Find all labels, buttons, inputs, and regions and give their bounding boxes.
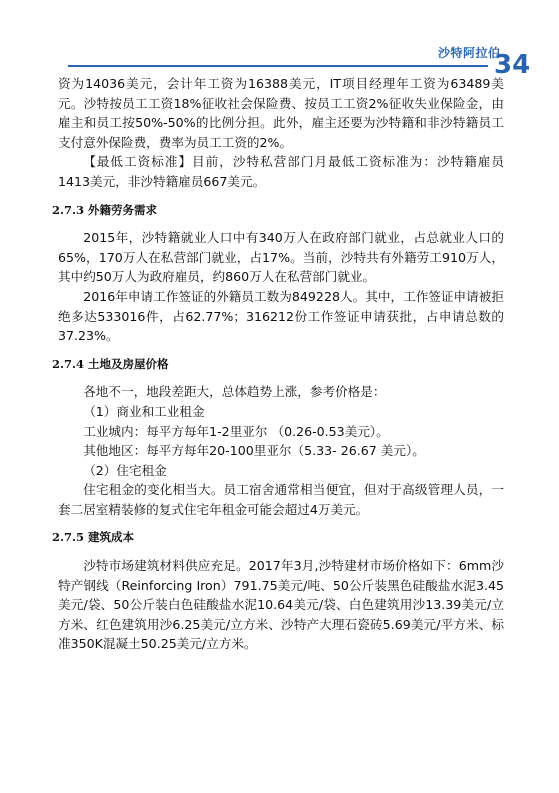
header-rule <box>68 65 488 67</box>
paragraph-minimum-wage: 【最低工资标准】目前，沙特私营部门月最低工资标准为：沙特籍雇员1413美元，非沙特籍雇员667美元。 <box>58 154 504 189</box>
paragraph-prices-intro: 各地不一，地段差距大，总体趋势上涨，参考价格是： <box>83 384 386 400</box>
list-item-residential-rent: （2）住宅租金 <box>83 462 167 478</box>
section-heading-2-7-5: 2.7.5 建筑成本 <box>52 530 135 545</box>
section-heading-2-7-4: 2.7.4 土地及房屋价格 <box>52 356 169 371</box>
paragraph-employment-2015: 2015年，沙特籍就业人口中有340万人在政府部门就业，占总就业人口的65%，170万人在私营部门就业，占17%。当前，沙特共有外籍劳工910万人，其中约50万人为政府雇员，约860万人在私营部门就业。 <box>58 230 504 285</box>
paragraph-work-visa-2016: 2016年申请工作签证的外籍员工数为849228人。其中，工作签证申请被拒绝多达533016件，占62.77%；316212份工作签证申请获批，占申请总数的37.23%。 <box>58 288 504 344</box>
page-number: 34 <box>494 50 531 80</box>
paragraph-salary-continued: 资为14036美元，会计年工资为16388美元，IT项目经理年工资为63489美元。沙特按员工工资18%征收社会保险费、按员工工资2%征收失业保险金，由雇主和员工按50%-50%的比例分担。此外，雇主还要为沙特籍和非沙特籍员工支付意外保险费，费率为员工工资的2%。 <box>58 76 504 150</box>
list-item-other-region-rent: 其他地区：每平方每年20-100里亚尔（5.33- 26.67 美元）。 <box>83 443 425 459</box>
running-header: 沙特阿拉伯 <box>438 46 501 60</box>
paragraph-residential-rent: 住宅租金的变化相当大。员工宿舍通常相当便宜，但对于高级管理人员，一套二居室精装修的复式住宅年租金可能会超过4万美元。 <box>58 482 504 517</box>
list-item-commercial-rent: （1）商业和工业租金 <box>83 403 205 419</box>
section-heading-2-7-3: 2.7.3 外籍劳务需求 <box>52 202 158 217</box>
list-item-industrial-city-rent: 工业城内：每平方每年1-2里亚尔 （0.26-0.53美元）。 <box>83 423 389 439</box>
paragraph-building-costs: 沙特市场建筑材料供应充足。2017年3月,沙特建材市场价格如下：6mm沙特产钢线（Reinforcing Iron）791.75美元/吨、50公斤装黑色硅酸盐水泥3.45美元/袋、50公斤装白色硅酸盐水泥10.64美元/袋、白色建筑用沙13.39美元/立方米、红色建筑用沙6.25美元/立方米、沙特产大理石瓷砖5.69美元/平方米、标准350K混凝土50.25美元/立方米。 <box>58 558 504 652</box>
page-body <box>52 74 504 654</box>
